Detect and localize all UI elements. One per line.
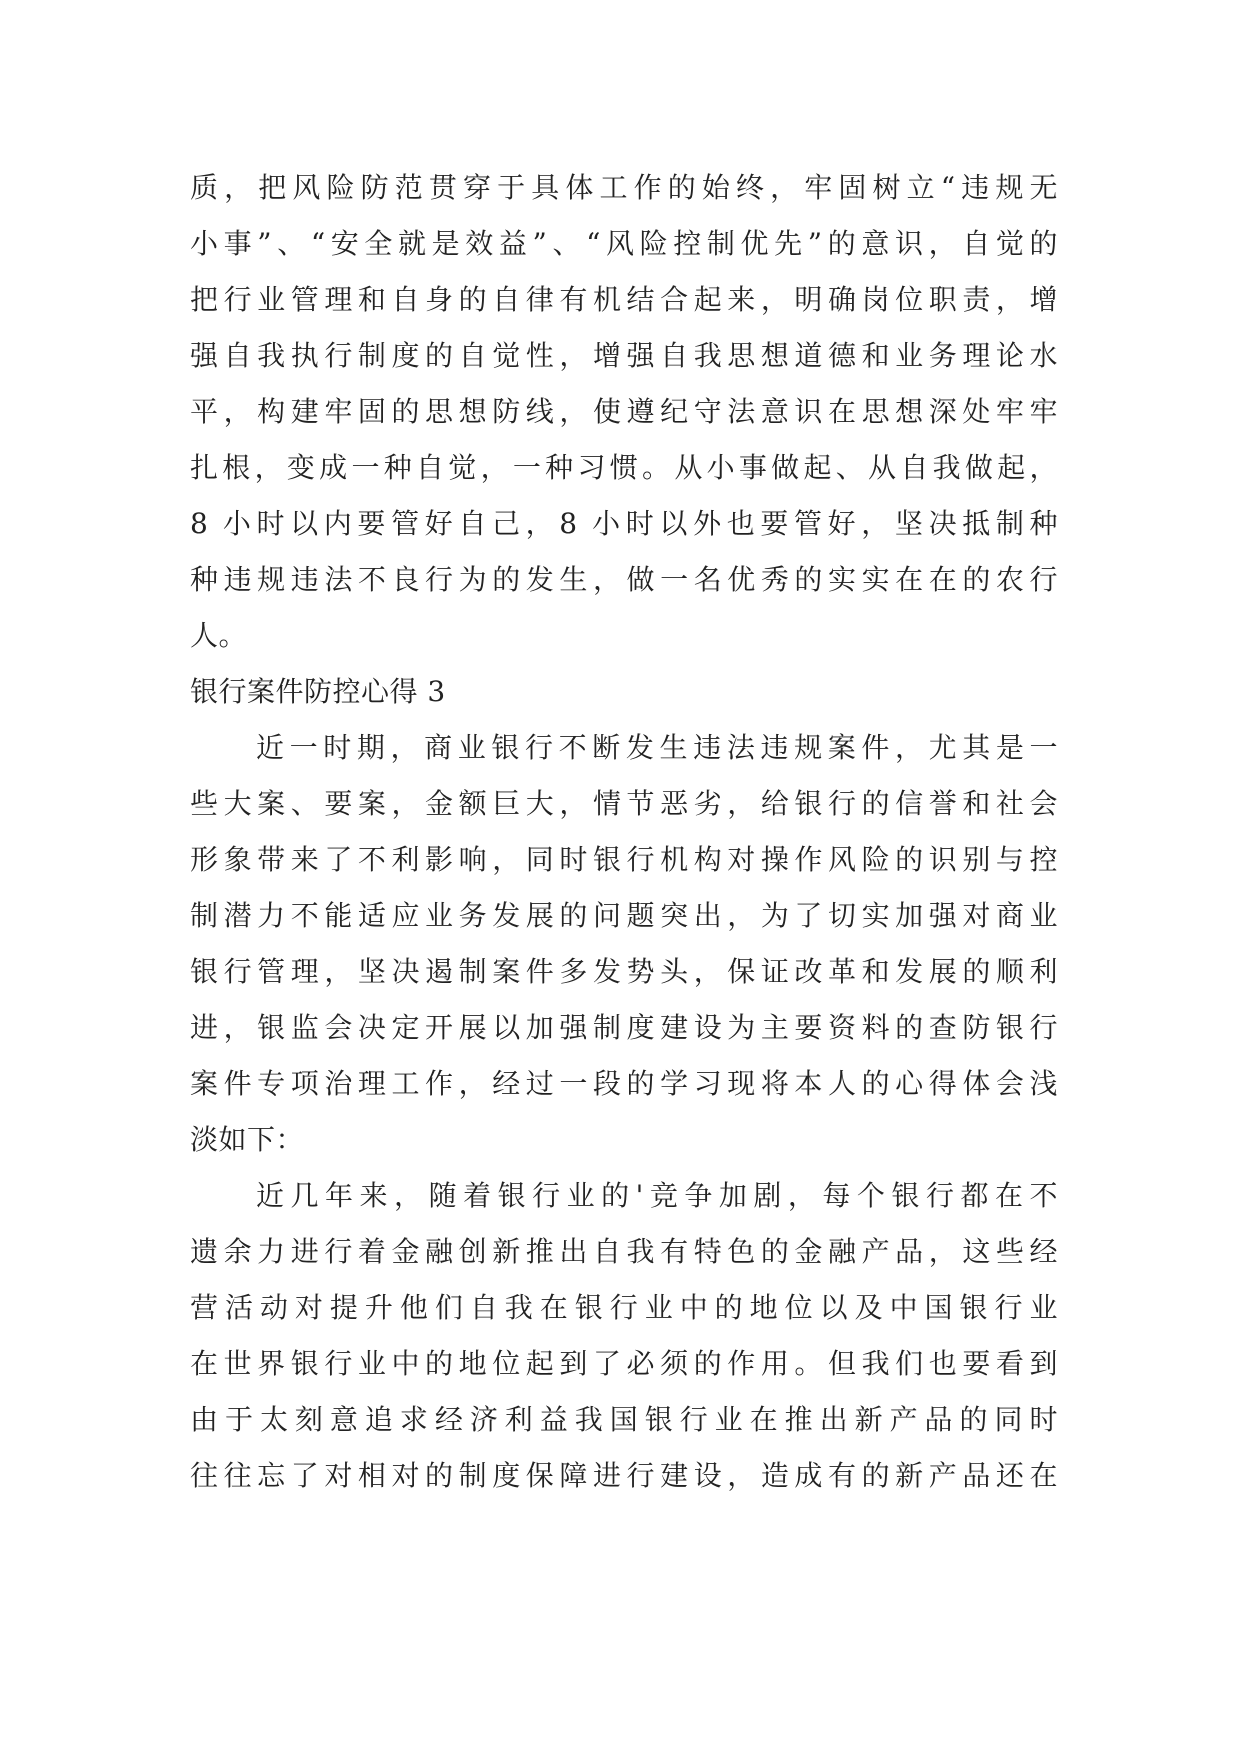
- text-line: 在世界银行业中的地位起到了必须的作用。但我们也要看到: [190, 1347, 1058, 1380]
- text-line: 营活动对提升他们自我在银行业中的地位以及中国银行业: [190, 1291, 1058, 1324]
- text-line: 把行业管理和自身的自律有机结合起来，明确岗位职责，增: [190, 283, 1058, 316]
- text-line: 种违规违法不良行为的发生，做一名优秀的实实在在的农行: [190, 563, 1058, 596]
- text-line: 小事”、“安全就是效益”、“风险控制优先”的意识，自觉的: [190, 227, 1058, 260]
- text-line: 近一时期，商业银行不断发生违法违规案件，尤其是一: [256, 731, 1058, 764]
- text-line: 银行管理，坚决遏制案件多发势头，保证改革和发展的顺利: [190, 955, 1058, 988]
- text-line: 淡如下：: [190, 1123, 305, 1156]
- document-body: [190, 160, 1058, 1504]
- paragraph: [190, 1168, 1058, 1504]
- section-heading: 银行案件防控心得 3: [190, 675, 446, 708]
- text-line: 往往忘了对相对的制度保障进行建设，造成有的新产品还在: [190, 1459, 1058, 1492]
- text-line: 人。: [190, 619, 248, 652]
- text-line: 平，构建牢固的思想防线，使遵纪守法意识在思想深处牢牢: [190, 395, 1058, 428]
- paragraph-continued: [190, 160, 1058, 664]
- text-line: 些大案、要案，金额巨大，情节恶劣，给银行的信誉和社会: [190, 787, 1058, 820]
- text-line: 案件专项治理工作，经过一段的学习现将本人的心得体会浅: [190, 1067, 1058, 1100]
- paragraph: [190, 720, 1058, 1168]
- text-line: 制潜力不能适应业务发展的问题突出，为了切实加强对商业: [190, 899, 1058, 932]
- text-line: 8 小时以内要管好自己，8 小时以外也要管好，坚决抵制种: [190, 507, 1058, 540]
- text-line: 强自我执行制度的自觉性，增强自我思想道德和业务理论水: [190, 339, 1058, 372]
- text-line: 进，银监会决定开展以加强制度建设为主要资料的查防银行: [190, 1011, 1058, 1044]
- text-line: 遗余力进行着金融创新推出自我有特色的金融产品，这些经: [190, 1235, 1058, 1268]
- text-line: 由于太刻意追求经济利益我国银行业在推出新产品的同时: [190, 1403, 1058, 1436]
- text-line: 近几年来，随着银行业的'竞争加剧，每个银行都在不: [256, 1179, 1058, 1212]
- text-line: 扎根，变成一种自觉，一种习惯。从小事做起、从自我做起，: [190, 451, 1058, 484]
- text-line: 形象带来了不利影响，同时银行机构对操作风险的识别与控: [190, 843, 1058, 876]
- text-line: 质，把风险防范贯穿于具体工作的始终，牢固树立“违规无: [190, 171, 1058, 204]
